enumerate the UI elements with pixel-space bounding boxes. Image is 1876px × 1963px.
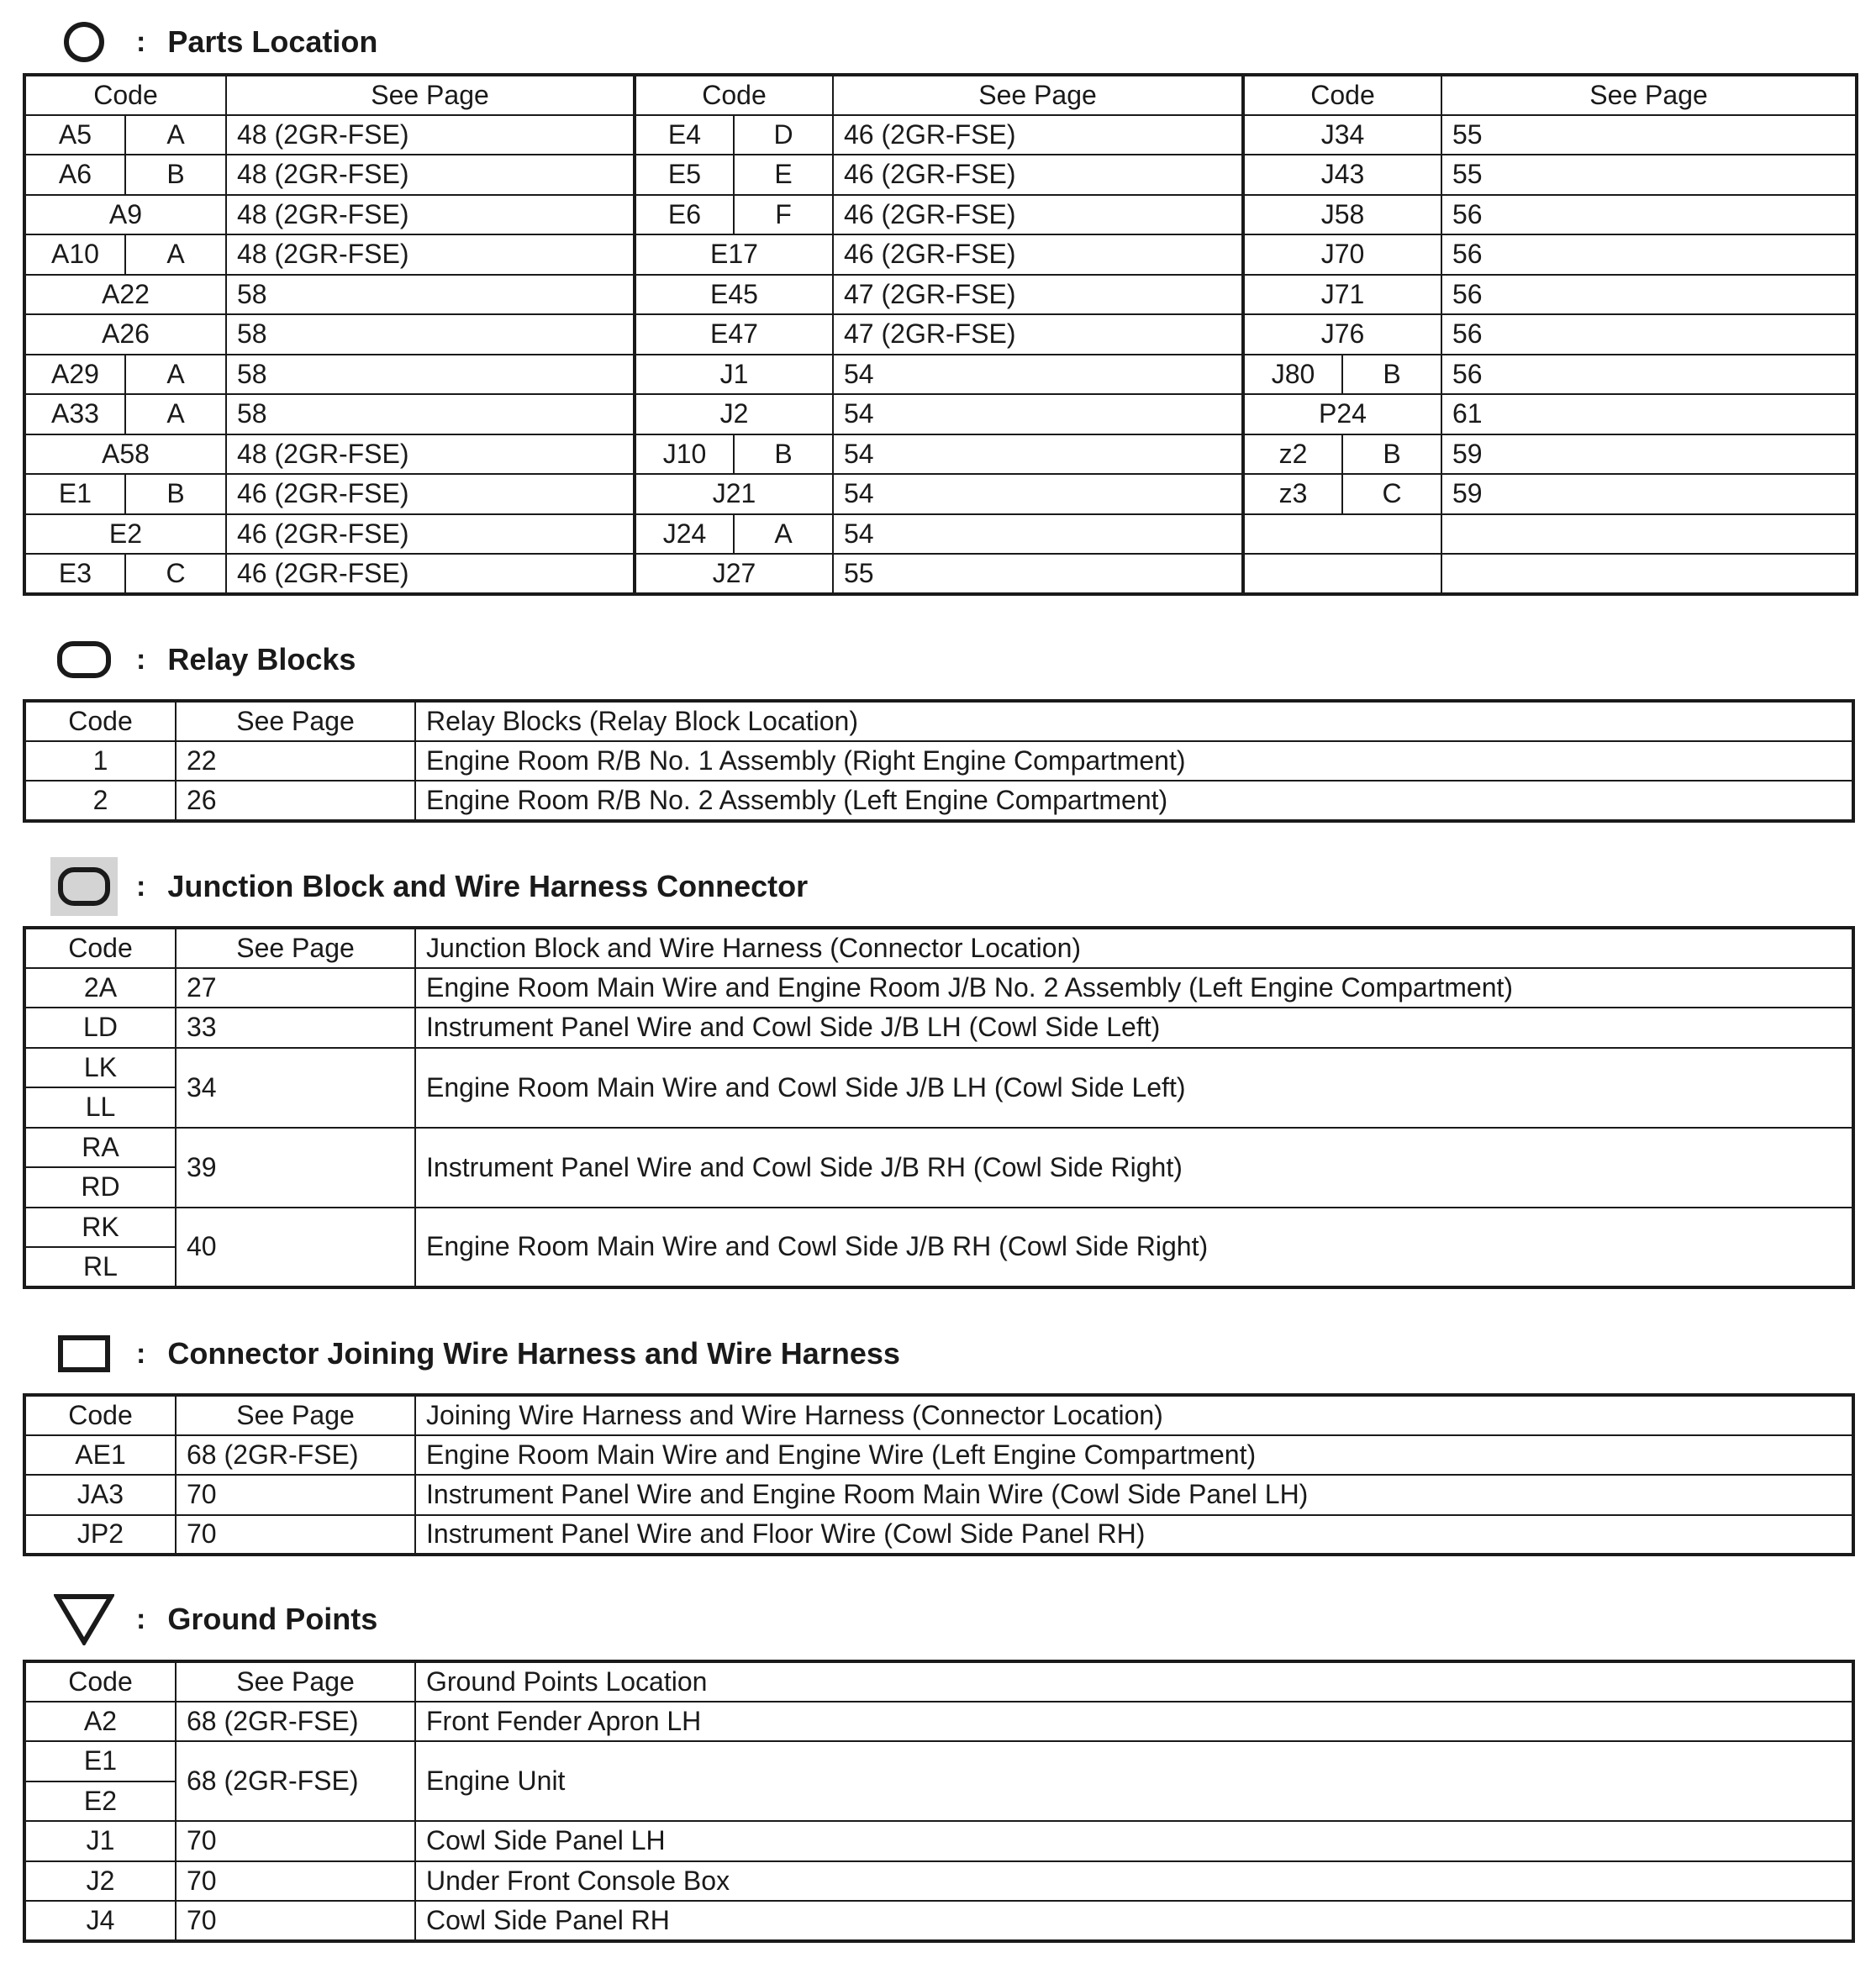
table-row	[24, 155, 1857, 195]
code-cell: E2	[24, 514, 226, 555]
column-header-code: Code	[24, 928, 176, 968]
location-cell: Front Fender Apron LH	[415, 1702, 1853, 1742]
see-page-cell: 46 (2GR-FSE)	[833, 234, 1243, 275]
code-cell: E45	[635, 275, 833, 315]
section-title: Relay Blocks	[167, 642, 356, 676]
code-cell: 1	[24, 741, 176, 782]
code-cell: J43	[1243, 155, 1441, 195]
code-cell: P24	[1243, 394, 1441, 434]
code-cell: J58	[1243, 195, 1441, 235]
table-header-row	[24, 928, 1853, 968]
connector-letter-cell: D	[734, 115, 833, 155]
connector-letter-cell: C	[1342, 474, 1441, 514]
heading-colon: :	[136, 1603, 146, 1635]
see-page-cell: 68 (2GR-FSE)	[176, 1702, 415, 1742]
code-cell: A9	[24, 195, 226, 235]
table-row	[24, 394, 1857, 434]
see-page-cell: 55	[1441, 155, 1857, 195]
connector-letter-cell: C	[125, 554, 226, 594]
table-row	[24, 474, 1857, 514]
column-header-see-page: See Page	[833, 75, 1243, 115]
table-header-row	[24, 1395, 1853, 1435]
connector-joining-table	[23, 1393, 1855, 1556]
see-page-cell: 48 (2GR-FSE)	[226, 115, 635, 155]
see-page-cell: 26	[176, 781, 415, 821]
code-cell: J1	[635, 355, 833, 395]
column-header-code: Code	[635, 75, 833, 115]
see-page-cell: 40	[176, 1208, 415, 1287]
see-page-cell: 54	[833, 474, 1243, 514]
ground-points-heading	[50, 1590, 377, 1649]
see-page-cell: 46 (2GR-FSE)	[833, 115, 1243, 155]
see-page-cell: 48 (2GR-FSE)	[226, 434, 635, 475]
column-header-location: Joining Wire Harness and Wire Harness (Connector Location)	[415, 1395, 1853, 1435]
code-cell: E17	[635, 234, 833, 275]
code-cell: J34	[1243, 115, 1441, 155]
column-header-location: Ground Points Location	[415, 1661, 1853, 1702]
see-page-cell: 59	[1441, 434, 1857, 475]
see-page-cell: 55	[833, 554, 1243, 594]
see-page-cell: 33	[176, 1008, 415, 1048]
see-page-cell: 70	[176, 1475, 415, 1515]
see-page-cell: 54	[833, 355, 1243, 395]
see-page-cell: 56	[1441, 314, 1857, 355]
column-header-code: Code	[1243, 75, 1441, 115]
triangle-icon	[50, 1590, 118, 1649]
code-cell: 2A	[24, 968, 176, 1008]
see-page-cell: 48 (2GR-FSE)	[226, 195, 635, 235]
table-row	[24, 1821, 1853, 1861]
see-page-cell: 68 (2GR-FSE)	[176, 1741, 415, 1821]
junction-block-table	[23, 926, 1855, 1289]
column-header-code: Code	[24, 1395, 176, 1435]
heading-colon: :	[136, 1337, 146, 1370]
see-page-cell: 70	[176, 1901, 415, 1941]
code-cell: J76	[1243, 314, 1441, 355]
connector-letter-cell: B	[1342, 355, 1441, 395]
code-cell: LL	[24, 1087, 176, 1128]
connector-letter-cell: B	[125, 155, 226, 195]
connector-joining-heading	[50, 1324, 900, 1383]
section-title: Ground Points	[167, 1602, 378, 1636]
see-page-cell: 56	[1441, 195, 1857, 235]
column-header-see-page: See Page	[226, 75, 635, 115]
heading-colon: :	[136, 25, 146, 58]
see-page-cell: 54	[833, 394, 1243, 434]
code-cell: LK	[24, 1048, 176, 1088]
code-cell: RK	[24, 1208, 176, 1248]
code-cell: z2	[1243, 434, 1342, 475]
table-header-row	[24, 701, 1853, 741]
circle-icon	[50, 13, 118, 71]
heading-colon: :	[136, 643, 146, 676]
table-row	[24, 1515, 1853, 1555]
location-cell: Cowl Side Panel RH	[415, 1901, 1853, 1941]
code-cell: E1	[24, 474, 125, 514]
column-header-see-page: See Page	[176, 928, 415, 968]
square-icon	[50, 1324, 118, 1383]
see-page-cell: 27	[176, 968, 415, 1008]
see-page-cell	[1441, 514, 1857, 555]
heading-colon: :	[136, 870, 146, 903]
code-cell: J21	[635, 474, 833, 514]
section-title: Parts Location	[167, 24, 378, 59]
see-page-cell: 47 (2GR-FSE)	[833, 314, 1243, 355]
code-cell: E47	[635, 314, 833, 355]
code-cell	[1243, 554, 1441, 594]
code-cell: A2	[24, 1702, 176, 1742]
see-page-cell: 70	[176, 1821, 415, 1861]
code-cell: RD	[24, 1167, 176, 1208]
location-cell: Engine Room Main Wire and Engine Room J/B No. 2 Assembly (Left Engine Compartment)	[415, 968, 1853, 1008]
parts-location-heading	[50, 13, 377, 71]
code-cell: E1	[24, 1741, 176, 1781]
see-page-cell: 54	[833, 434, 1243, 475]
code-cell: 2	[24, 781, 176, 821]
table-row	[24, 781, 1853, 821]
section-title: Junction Block and Wire Harness Connector	[167, 869, 809, 903]
shaded-rounded-rect-icon	[50, 857, 118, 916]
location-cell: Instrument Panel Wire and Cowl Side J/B RH (Cowl Side Right)	[415, 1128, 1853, 1208]
location-cell: Instrument Panel Wire and Cowl Side J/B LH (Cowl Side Left)	[415, 1008, 1853, 1048]
column-header-see-page: See Page	[176, 701, 415, 741]
table-row	[24, 1702, 1853, 1742]
table-row	[24, 1475, 1853, 1515]
code-cell: AE1	[24, 1435, 176, 1476]
connector-letter-cell: A	[125, 115, 226, 155]
column-header-see-page: See Page	[176, 1395, 415, 1435]
location-cell: Engine Room Main Wire and Cowl Side J/B LH (Cowl Side Left)	[415, 1048, 1853, 1128]
see-page-cell: 46 (2GR-FSE)	[833, 195, 1243, 235]
table-row	[24, 234, 1857, 275]
connector-letter-cell: A	[125, 355, 226, 395]
code-cell: RL	[24, 1247, 176, 1287]
see-page-cell: 68 (2GR-FSE)	[176, 1435, 415, 1476]
table-row	[24, 968, 1853, 1008]
connector-letter-cell: A	[125, 234, 226, 275]
table-row	[24, 1901, 1853, 1941]
table-row	[24, 195, 1857, 235]
location-cell: Instrument Panel Wire and Engine Room Main Wire (Cowl Side Panel LH)	[415, 1475, 1853, 1515]
code-cell: z3	[1243, 474, 1342, 514]
see-page-cell: 55	[1441, 115, 1857, 155]
see-page-cell: 59	[1441, 474, 1857, 514]
code-cell: A6	[24, 155, 125, 195]
junction-block-heading	[50, 857, 808, 916]
code-cell: A58	[24, 434, 226, 475]
connector-letter-cell: B	[125, 474, 226, 514]
table-row	[24, 314, 1857, 355]
column-header-location: Junction Block and Wire Harness (Connector Location)	[415, 928, 1853, 968]
code-cell: J24	[635, 514, 734, 555]
code-cell: A26	[24, 314, 226, 355]
code-cell: E4	[635, 115, 734, 155]
code-cell: J2	[24, 1861, 176, 1902]
code-cell	[1243, 514, 1441, 555]
see-page-cell: 48 (2GR-FSE)	[226, 155, 635, 195]
column-header-see-page: See Page	[176, 1661, 415, 1702]
table-row	[24, 1208, 1853, 1248]
column-header-code: Code	[24, 75, 226, 115]
location-cell: Engine Room R/B No. 2 Assembly (Left Engine Compartment)	[415, 781, 1853, 821]
see-page-cell: 56	[1441, 355, 1857, 395]
table-header-row	[24, 1661, 1853, 1702]
table-row	[24, 434, 1857, 475]
code-cell: E3	[24, 554, 125, 594]
table-row	[24, 741, 1853, 782]
table-row	[24, 514, 1857, 555]
code-cell: LD	[24, 1008, 176, 1048]
see-page-cell: 39	[176, 1128, 415, 1208]
code-cell: A33	[24, 394, 125, 434]
connector-letter-cell: B	[734, 434, 833, 475]
see-page-cell: 61	[1441, 394, 1857, 434]
table-row	[24, 355, 1857, 395]
connector-letter-cell: E	[734, 155, 833, 195]
code-cell: J27	[635, 554, 833, 594]
table-row	[24, 115, 1857, 155]
see-page-cell: 56	[1441, 234, 1857, 275]
location-cell: Cowl Side Panel LH	[415, 1821, 1853, 1861]
connector-letter-cell: B	[1342, 434, 1441, 475]
table-row	[24, 1741, 1853, 1781]
column-header-code: Code	[24, 1661, 176, 1702]
connector-letter-cell: A	[125, 394, 226, 434]
location-cell: Under Front Console Box	[415, 1861, 1853, 1902]
relay-blocks-heading	[50, 630, 356, 689]
table-header-row	[24, 75, 1857, 115]
code-cell: J1	[24, 1821, 176, 1861]
location-cell: Engine Unit	[415, 1741, 1853, 1821]
column-header-see-page: See Page	[1441, 75, 1857, 115]
see-page-cell: 70	[176, 1515, 415, 1555]
see-page-cell: 48 (2GR-FSE)	[226, 234, 635, 275]
table-row	[24, 1008, 1853, 1048]
see-page-cell: 46 (2GR-FSE)	[226, 514, 635, 555]
code-cell: A5	[24, 115, 125, 155]
see-page-cell: 58	[226, 275, 635, 315]
location-cell: Engine Room Main Wire and Engine Wire (Left Engine Compartment)	[415, 1435, 1853, 1476]
relay-blocks-table	[23, 699, 1855, 823]
code-cell: E5	[635, 155, 734, 195]
table-row	[24, 1861, 1853, 1902]
code-cell: J10	[635, 434, 734, 475]
see-page-cell	[1441, 554, 1857, 594]
code-cell: JA3	[24, 1475, 176, 1515]
location-cell: Engine Room Main Wire and Cowl Side J/B RH (Cowl Side Right)	[415, 1208, 1853, 1287]
rounded-rect-icon	[50, 630, 118, 689]
code-cell: A22	[24, 275, 226, 315]
code-cell: J71	[1243, 275, 1441, 315]
see-page-cell: 46 (2GR-FSE)	[226, 554, 635, 594]
table-row	[24, 1435, 1853, 1476]
location-cell: Engine Room R/B No. 1 Assembly (Right Engine Compartment)	[415, 741, 1853, 782]
connector-letter-cell: F	[734, 195, 833, 235]
see-page-cell: 58	[226, 355, 635, 395]
see-page-cell: 46 (2GR-FSE)	[226, 474, 635, 514]
column-header-code: Code	[24, 701, 176, 741]
location-cell: Instrument Panel Wire and Floor Wire (Cowl Side Panel RH)	[415, 1515, 1853, 1555]
code-cell: J4	[24, 1901, 176, 1941]
code-cell: A10	[24, 234, 125, 275]
see-page-cell: 47 (2GR-FSE)	[833, 275, 1243, 315]
code-cell: J2	[635, 394, 833, 434]
table-row	[24, 275, 1857, 315]
see-page-cell: 54	[833, 514, 1243, 555]
connector-letter-cell: A	[734, 514, 833, 555]
code-cell: JP2	[24, 1515, 176, 1555]
code-cell: J80	[1243, 355, 1342, 395]
code-cell: A29	[24, 355, 125, 395]
table-row	[24, 1048, 1853, 1088]
see-page-cell: 34	[176, 1048, 415, 1128]
code-cell: RA	[24, 1128, 176, 1168]
table-row	[24, 554, 1857, 594]
see-page-cell: 22	[176, 741, 415, 782]
section-title: Connector Joining Wire Harness and Wire Harness	[167, 1336, 900, 1371]
see-page-cell: 58	[226, 314, 635, 355]
code-cell: E2	[24, 1781, 176, 1822]
code-cell: E6	[635, 195, 734, 235]
parts-location-table	[23, 73, 1858, 596]
see-page-cell: 56	[1441, 275, 1857, 315]
column-header-location: Relay Blocks (Relay Block Location)	[415, 701, 1853, 741]
see-page-cell: 46 (2GR-FSE)	[833, 155, 1243, 195]
see-page-cell: 70	[176, 1861, 415, 1902]
see-page-cell: 58	[226, 394, 635, 434]
code-cell: J70	[1243, 234, 1441, 275]
table-row	[24, 1128, 1853, 1168]
ground-points-table	[23, 1660, 1855, 1943]
